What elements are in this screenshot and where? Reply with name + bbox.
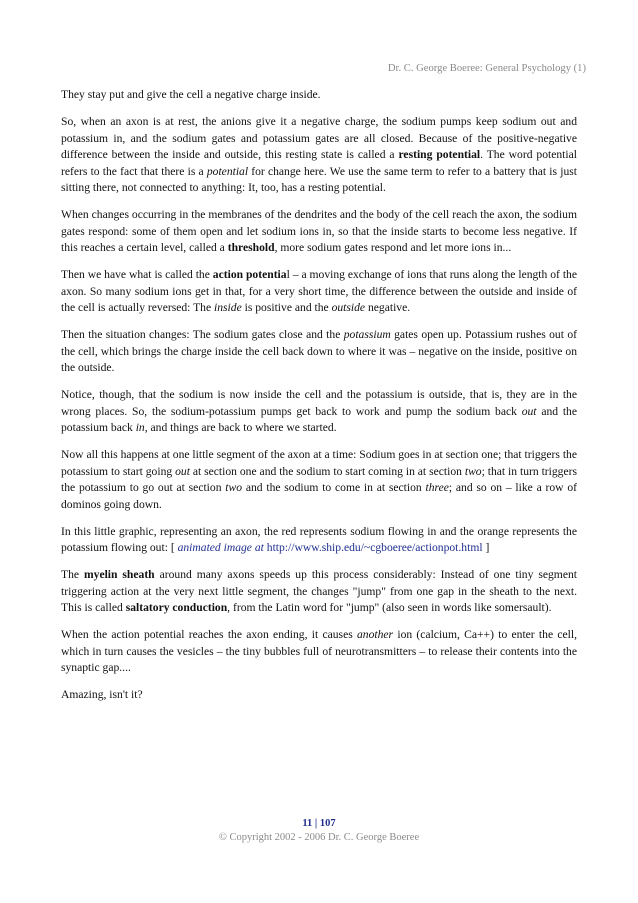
text: Notice, though, that the sodium is now inside the cell and the potassium is outside, that is, they are in the wrong places. So, the sodium-potassium pumps get back to work and pump the sodium back [61, 388, 577, 418]
text: , more sodium gates respond and let more ions in... [274, 241, 512, 254]
term-saltatory-conduction: saltatory conduction [125, 601, 228, 614]
text: is positive and the [241, 301, 332, 314]
running-header: Dr. C. George Boeree: General Psychology (1) [387, 63, 586, 74]
paragraph-8 [61, 524, 577, 557]
text: negative. [365, 301, 411, 314]
document-body [61, 87, 577, 714]
text: In this little graphic, representing an axon, the red represents sodium flowing in and the orange represents the potassium flowing out: [ [61, 524, 577, 554]
text: and the sodium to come in at section [242, 481, 426, 494]
text: So, when an axon is at rest, the anions give it a negative charge, the sodium pumps keep sodium out and potassium in, and the sodium gates and potassium gates are all closed. Because of the positive-negative difference between the inside and outside, this resting state is called a [61, 115, 577, 161]
text: for change here. We use the same term to refer to a battery that is just sitting there, not connected to anything: It, too, has a resting potential. [61, 164, 577, 194]
text: at section one and the sodium to start coming in at section [189, 464, 465, 478]
emphasis: two [464, 464, 482, 478]
copyright-notice: © Copyright 2002 - 2006 Dr. C. George Boeree [218, 832, 420, 843]
text: The [61, 568, 84, 581]
paragraph-5 [61, 327, 577, 377]
text: and the potassium back [61, 404, 577, 434]
text: ; that in turn triggers the potassium to go out at section [61, 464, 577, 494]
text: , and things are back to where we started. [144, 421, 337, 434]
text: , from the Latin word for "jump" (also seen in words like somersault). [227, 601, 552, 614]
emphasis: out [521, 404, 537, 418]
emphasis: inside [214, 301, 242, 314]
emphasis: in [135, 421, 145, 434]
page-number: 11 | 107 [302, 818, 336, 829]
term-action-potential: action potentia [212, 268, 287, 281]
text: When changes occurring in the membranes of the dendrites and the body of the cell reach the axon, the sodium gates respond: some of them open and let sodium ions in, so that the inside starts to become less negative. If this reaches a certain level, called a [61, 208, 577, 254]
paragraph-7 [61, 447, 577, 513]
paragraph-6 [61, 387, 577, 437]
text: Then we have what is called the [61, 268, 213, 281]
term-resting-potential: resting potential [398, 148, 481, 161]
text: around many axons speeds up this process considerably: Instead of one tiny segment triggering action at the very next little segment, the changes "jump" from one gap in the sheath to the next. This is called [61, 568, 577, 614]
actionpot-link[interactable]: http://www.ship.edu/~cgboeree/actionpot.html [266, 541, 483, 554]
paragraph-9 [61, 567, 577, 617]
emphasis: outside [331, 301, 366, 314]
text: Then the situation changes: The sodium gates close and the [61, 328, 344, 341]
text: ; and so on – like a row of dominos going down. [61, 481, 577, 511]
paragraph-10 [61, 627, 577, 677]
paragraph-3 [61, 207, 577, 257]
text: ] [482, 541, 490, 554]
emphasis: potassium [343, 328, 391, 341]
emphasis: another [357, 628, 394, 641]
emphasis: out [175, 464, 190, 478]
animated-image-note: animated image at [177, 541, 264, 554]
text: l – a moving exchange of ions that runs along the length of the axon. So many sodium ions get in that, for a very short time, the difference between the outside and inside of the cell is actually reversed: The [61, 268, 577, 314]
emphasis: two [225, 481, 243, 494]
paragraph-1: They stay put and give the cell a negative charge inside. [61, 88, 321, 101]
paragraph-2 [61, 114, 577, 197]
emphasis: three [425, 481, 449, 494]
emphasis: potential [206, 164, 249, 178]
text: . The word potential refers to the fact that there is a [61, 148, 577, 178]
term-threshold: threshold [227, 241, 275, 254]
paragraph-11: Amazing, isn't it? [61, 688, 143, 701]
text: When the action potential reaches the axon ending, it causes [61, 628, 357, 641]
text: gates open up. Potassium rushes out of the cell, which brings the charge inside the cell back down to where it was – negative on the inside, positive on the outside. [61, 328, 577, 374]
term-myelin-sheath: myelin sheath [83, 568, 155, 581]
paragraph-4 [61, 267, 577, 317]
text: Now all this happens at one little segment of the axon at a time: Sodium goes in at section one; that triggers the potassium to start going [61, 448, 577, 478]
text: ion (calcium, Ca++) to enter the cell, which in turn causes the vesicles – the tiny bubbles full of neurotransmitters – to release their contents into the synaptic gap.... [61, 628, 577, 674]
